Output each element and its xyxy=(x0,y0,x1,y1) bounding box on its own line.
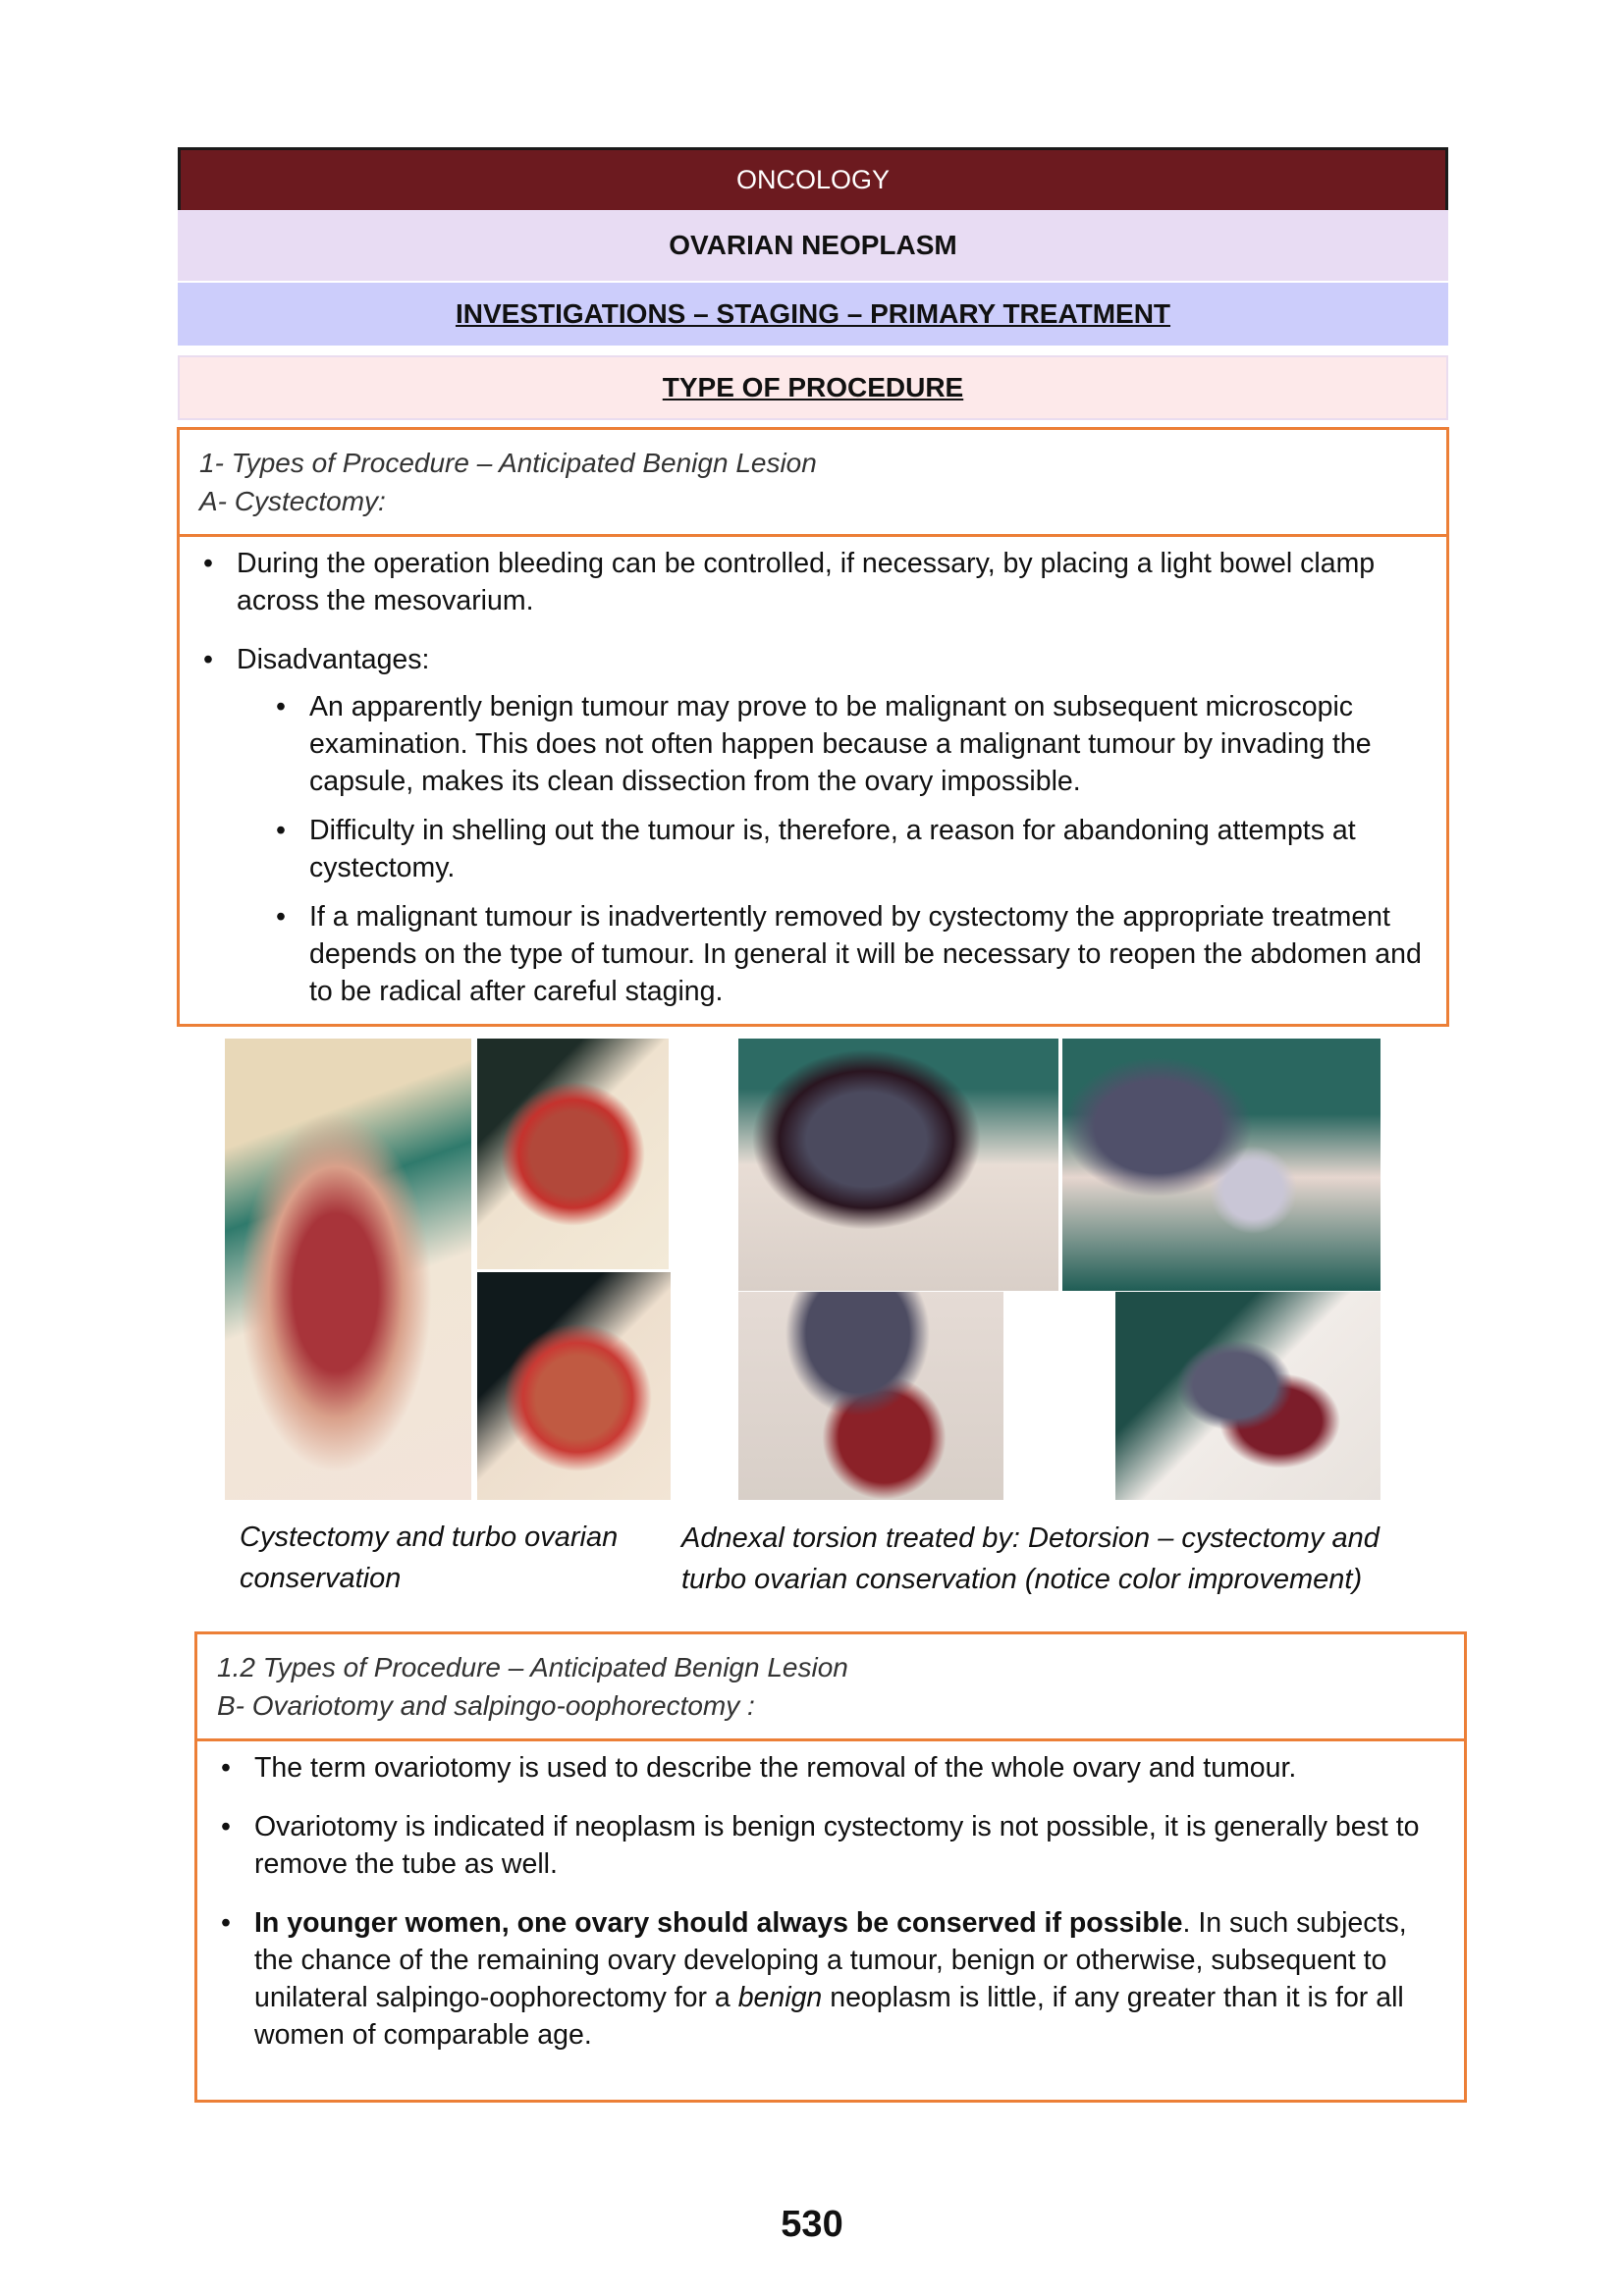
surgical-photo xyxy=(477,1039,669,1269)
heading-line: 1- Types of Procedure – Anticipated Benign Lesion xyxy=(199,448,817,478)
bullet-list xyxy=(197,1741,1464,2085)
list-item: • The term ovariotomy is used to describe the removal of the whole ovary and tumour. xyxy=(217,1749,1444,1787)
list-item: • During the operation bleeding can be controlled, if necessary, by placing a light bowel clamp across the mesovarium. xyxy=(199,545,1427,619)
text: . In such subjects, the chance of the remaining ovary developing a tumour, benign or otherwise, subsequent to unilateral salpingo-oophorectomy for a xyxy=(254,1907,1407,2013)
figure-caption-right: Adnexal torsion treated by: Detorsion – cystectomy and turbo ovarian conservation (notice color improvement) xyxy=(681,1522,1380,1595)
italic-text: benign xyxy=(737,1982,823,2013)
page-number: 530 xyxy=(781,2204,843,2245)
heading-line: B- Ovariotomy and salpingo-oophorectomy : xyxy=(217,1690,755,1721)
chapter-header xyxy=(178,283,1448,346)
figure-caption-left: Cystectomy and turbo ovarian conservation xyxy=(240,1522,619,1594)
bullet-list xyxy=(180,537,1446,1032)
ovariotomy-box xyxy=(194,1631,1467,2103)
list-item: • An apparently benign tumour may prove to be malignant on subsequent microscopic examination. This does not often happen because a malignant tumour by invading the capsule, makes its clean dissection from the ovary impossible. xyxy=(272,688,1427,800)
surgical-photo xyxy=(1062,1039,1380,1291)
box-heading xyxy=(197,1634,1464,1741)
section-title: ONCOLOGY xyxy=(735,165,891,194)
box-heading xyxy=(180,430,1446,537)
list-item: • Disadvantages: xyxy=(199,641,1427,678)
heading-line: 1.2 Types of Procedure – Anticipated Benign Lesion xyxy=(217,1652,848,1682)
chapter-title: INVESTIGATIONS – STAGING – PRIMARY TREATMENT xyxy=(455,298,1171,329)
topic-title: OVARIAN NEOPLASM xyxy=(669,230,957,260)
list-item: • Difficulty in shelling out the tumour is, therefore, a reason for abandoning attempts at cystectomy. xyxy=(272,812,1427,886)
topic-header xyxy=(178,210,1448,281)
heading-line: A- Cystectomy: xyxy=(199,486,386,516)
list-item: • Ovariotomy is indicated if neoplasm is benign cystectomy is not possible, it is generally best to remove the tube as well. xyxy=(217,1808,1444,1883)
surgical-photo xyxy=(225,1039,471,1500)
list-item: • If a malignant tumour is inadvertently removed by cystectomy the appropriate treatment depends on the type of tumour. In general it will be necessary to reopen the abdomen and to be radical after careful staging. xyxy=(272,898,1427,1010)
surgical-photo xyxy=(1115,1292,1380,1500)
surgical-photo xyxy=(477,1272,671,1500)
emphasis-text: In younger women, one ovary should always be conserved if possible xyxy=(254,1907,1183,1939)
subtopic-header xyxy=(178,355,1448,420)
surgical-photo xyxy=(738,1292,1003,1500)
cystectomy-box xyxy=(177,427,1449,1027)
surgical-photo xyxy=(738,1039,1058,1291)
text: neoplasm is little, if any greater than it is for all women of comparable age. xyxy=(254,1982,1404,2051)
subtopic-title: TYPE OF PROCEDURE xyxy=(662,372,964,402)
list-item xyxy=(217,1904,1444,2054)
section-header xyxy=(178,147,1448,210)
